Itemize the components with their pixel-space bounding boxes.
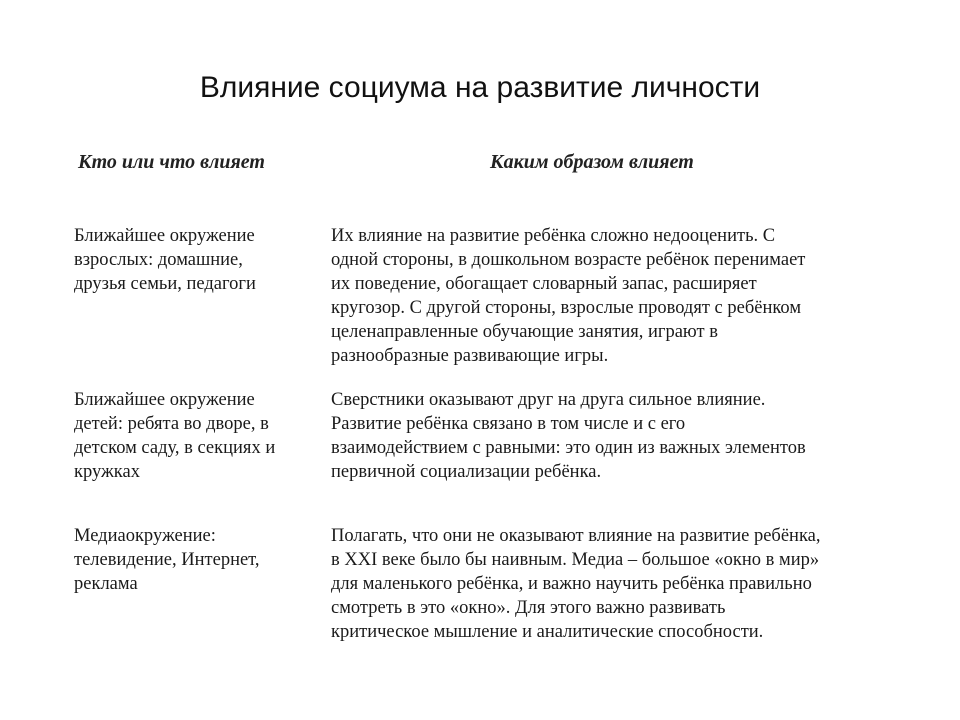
cell-text-line: детей: ребята во дворе, в [74,414,269,434]
cell-text-line: Полагать, что они не оказывают влияние на развитие ребёнка, [331,526,821,546]
influence-source-cell [74,224,319,296]
cell-text-line: Сверстники оказывают друг на друга сильное влияние. [331,390,766,410]
influence-source-cell [74,524,319,596]
cell-text-line: реклама [74,574,138,594]
page-title: Влияние социума на развитие личности [199,71,761,104]
cell-text-line: одной стороны, в дошкольном возрасте ребёнок перенимает [331,250,806,270]
cell-text-line: для маленького ребёнка, и важно научить ребёнка правильно [331,574,812,594]
cell-text-line: взрослых: домашние, [74,250,243,270]
cell-text-line: в XXI веке было бы наивным. Медиа – большое «окно в мир» [331,550,820,570]
cell-text-line: кружках [74,462,140,482]
cell-text-line: первичной социализации ребёнка. [331,462,602,482]
cell-text-line: критическое мышление и аналитические способности. [331,622,764,642]
column-header-how: Каким образом влияет [490,151,694,173]
cell-text-line: смотреть в это «окно». Для этого важно развивать [331,598,726,618]
column-header-who: Кто или что влияет [78,151,265,173]
cell-text-line: кругозор. С другой стороны, взрослые проводят с ребёнком [331,298,802,318]
influence-description-cell [331,388,893,484]
influence-description-cell [331,524,893,644]
cell-text-line: друзья семьи, педагоги [74,274,256,294]
cell-text-line: телевидение, Интернет, [74,550,260,570]
cell-text-line: детском саду, в секциях и [74,438,276,458]
influence-source-cell [74,388,319,484]
cell-text-line: их поведение, обогащает словарный запас, расширяет [331,274,757,294]
cell-text-line: Развитие ребёнка связано в том числе и с его [331,414,686,434]
cell-text-line: взаимодействием с равными: это один из важных элементов [331,438,806,458]
cell-text-line: целенаправленные обучающие занятия, играют в [331,322,718,342]
influence-description-cell [331,224,893,368]
cell-text-line: Их влияние на развитие ребёнка сложно недооценить. С [331,226,776,246]
cell-text-line: Ближайшее окружение [74,390,255,410]
cell-text-line: Медиаокружение: [74,526,216,546]
cell-text-line: разнообразные развивающие игры. [331,346,609,366]
cell-text-line: Ближайшее окружение [74,226,255,246]
